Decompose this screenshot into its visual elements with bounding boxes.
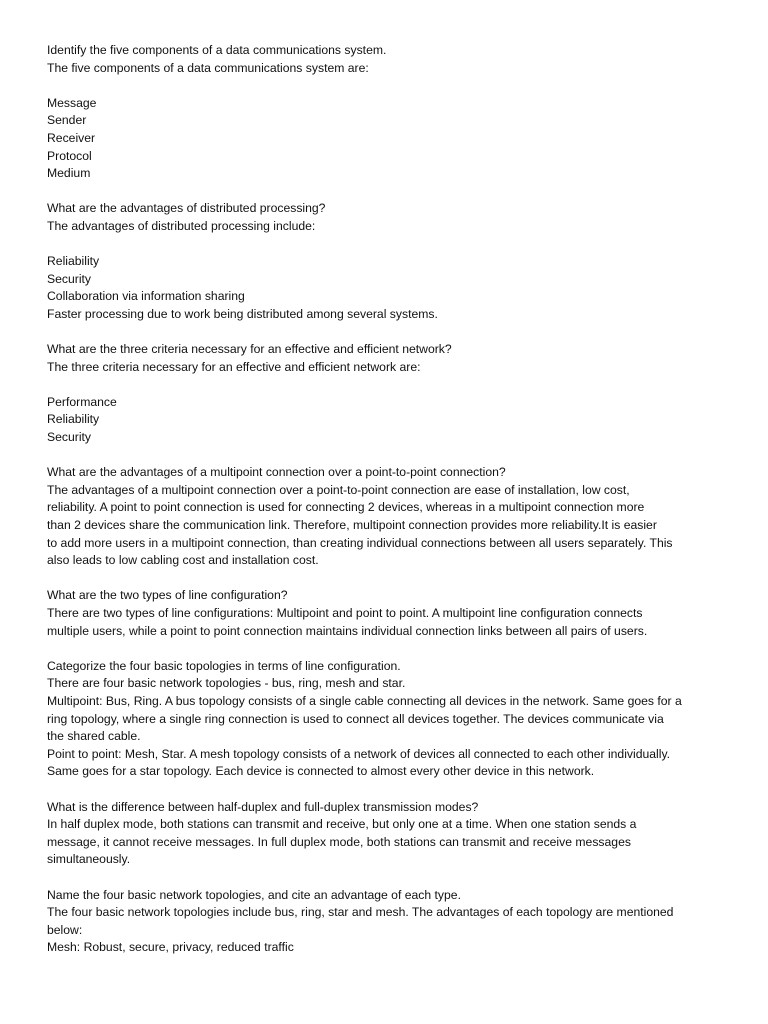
text-line: What are the two types of line configuration? [47, 588, 288, 603]
text-line: Collaboration via information sharing [47, 289, 245, 304]
text-line: Reliability [47, 254, 100, 269]
text-line: What are the advantages of a multipoint connection over a point-to-point connection? [47, 465, 506, 480]
text-line: also leads to low cabling cost and installation cost. [47, 553, 319, 568]
text-line: Sender [47, 113, 87, 128]
text-line: Security [47, 271, 92, 286]
text-line: Medium [47, 166, 91, 181]
text-line: The three criteria necessary for an effective and efficient network are: [47, 359, 421, 374]
text-line: the shared cable. [47, 729, 141, 744]
text-line: Reliability [47, 412, 100, 427]
text-line: Point to point: Mesh, Star. A mesh topology consists of a network of devices all connected to each other individually. [47, 746, 671, 761]
text-line: multiple users, while a point to point connection maintains individual connection links between all pairs of users. [47, 623, 648, 638]
text-line: Security [47, 430, 92, 445]
text-line: The advantages of a multipoint connection over a point-to-point connection are ease of installation, low cost, [47, 482, 630, 497]
document-page [47, 42, 737, 957]
text-line: ring topology, where a single ring connection is used to connect all devices together. The devices communicate via [47, 711, 664, 726]
text-line: Mesh: Robust, secure, privacy, reduced traffic [47, 940, 294, 955]
blank-line [47, 640, 737, 658]
text-line: reliability. A point to point connection is used for connecting 2 devices, whereas in a multipoint connection more [47, 500, 645, 515]
text-line: than 2 devices share the communication link. Therefore, multipoint connection provides more reliability.It is easier [47, 518, 657, 533]
text-line: The four basic network topologies include bus, ring, star and mesh. The advantages of each topology are mentioned [47, 905, 674, 920]
text-line: Categorize the four basic topologies in terms of line configuration. [47, 658, 401, 673]
text-line: Faster processing due to work being distributed among several systems. [47, 306, 438, 321]
text-line: The advantages of distributed processing include: [47, 218, 316, 233]
blank-line [47, 236, 737, 254]
text-line: below: [47, 922, 83, 937]
text-line: Protocol [47, 148, 92, 163]
blank-line [47, 77, 737, 95]
text-line: Receiver [47, 130, 96, 145]
blank-line [47, 570, 737, 588]
blank-line [47, 447, 737, 465]
blank-line [47, 869, 737, 887]
text-line: simultaneously. [47, 852, 131, 867]
text-line: What are the advantages of distributed processing? [47, 201, 326, 216]
text-line: There are four basic network topologies - bus, ring, mesh and star. [47, 676, 406, 691]
text-line: What is the difference between half-duplex and full-duplex transmission modes? [47, 799, 479, 814]
text-line: Name the four basic network topologies, and cite an advantage of each type. [47, 887, 461, 902]
text-line: Identify the five components of a data communications system. [47, 43, 387, 57]
blank-line [47, 324, 737, 342]
text-line: to add more users in a multipoint connection, than creating individual connections between all users separately. This [47, 535, 673, 550]
blank-line [47, 183, 737, 201]
text-line: Same goes for a star topology. Each device is connected to almost every other device in this network. [47, 764, 595, 779]
text-line: There are two types of line configurations: Multipoint and point to point. A multipoint line configuration connects [47, 606, 643, 620]
text-line: In half duplex mode, both stations can transmit and receive, but only one at a time. When one station sends a [47, 817, 637, 832]
blank-line [47, 781, 737, 799]
text-line: Message [47, 95, 97, 110]
blank-line [47, 376, 737, 394]
text-line: Multipoint: Bus, Ring. A bus topology consists of a single cable connecting all devices in the network. Same goes for a [47, 693, 682, 708]
text-line: message, it cannot receive messages. In full duplex mode, both stations can transmit and receive messages [47, 834, 631, 849]
text-line: Performance [47, 394, 117, 409]
text-line: The five components of a data communications system are: [47, 60, 369, 75]
text-line: What are the three criteria necessary for an effective and efficient network? [47, 342, 452, 357]
